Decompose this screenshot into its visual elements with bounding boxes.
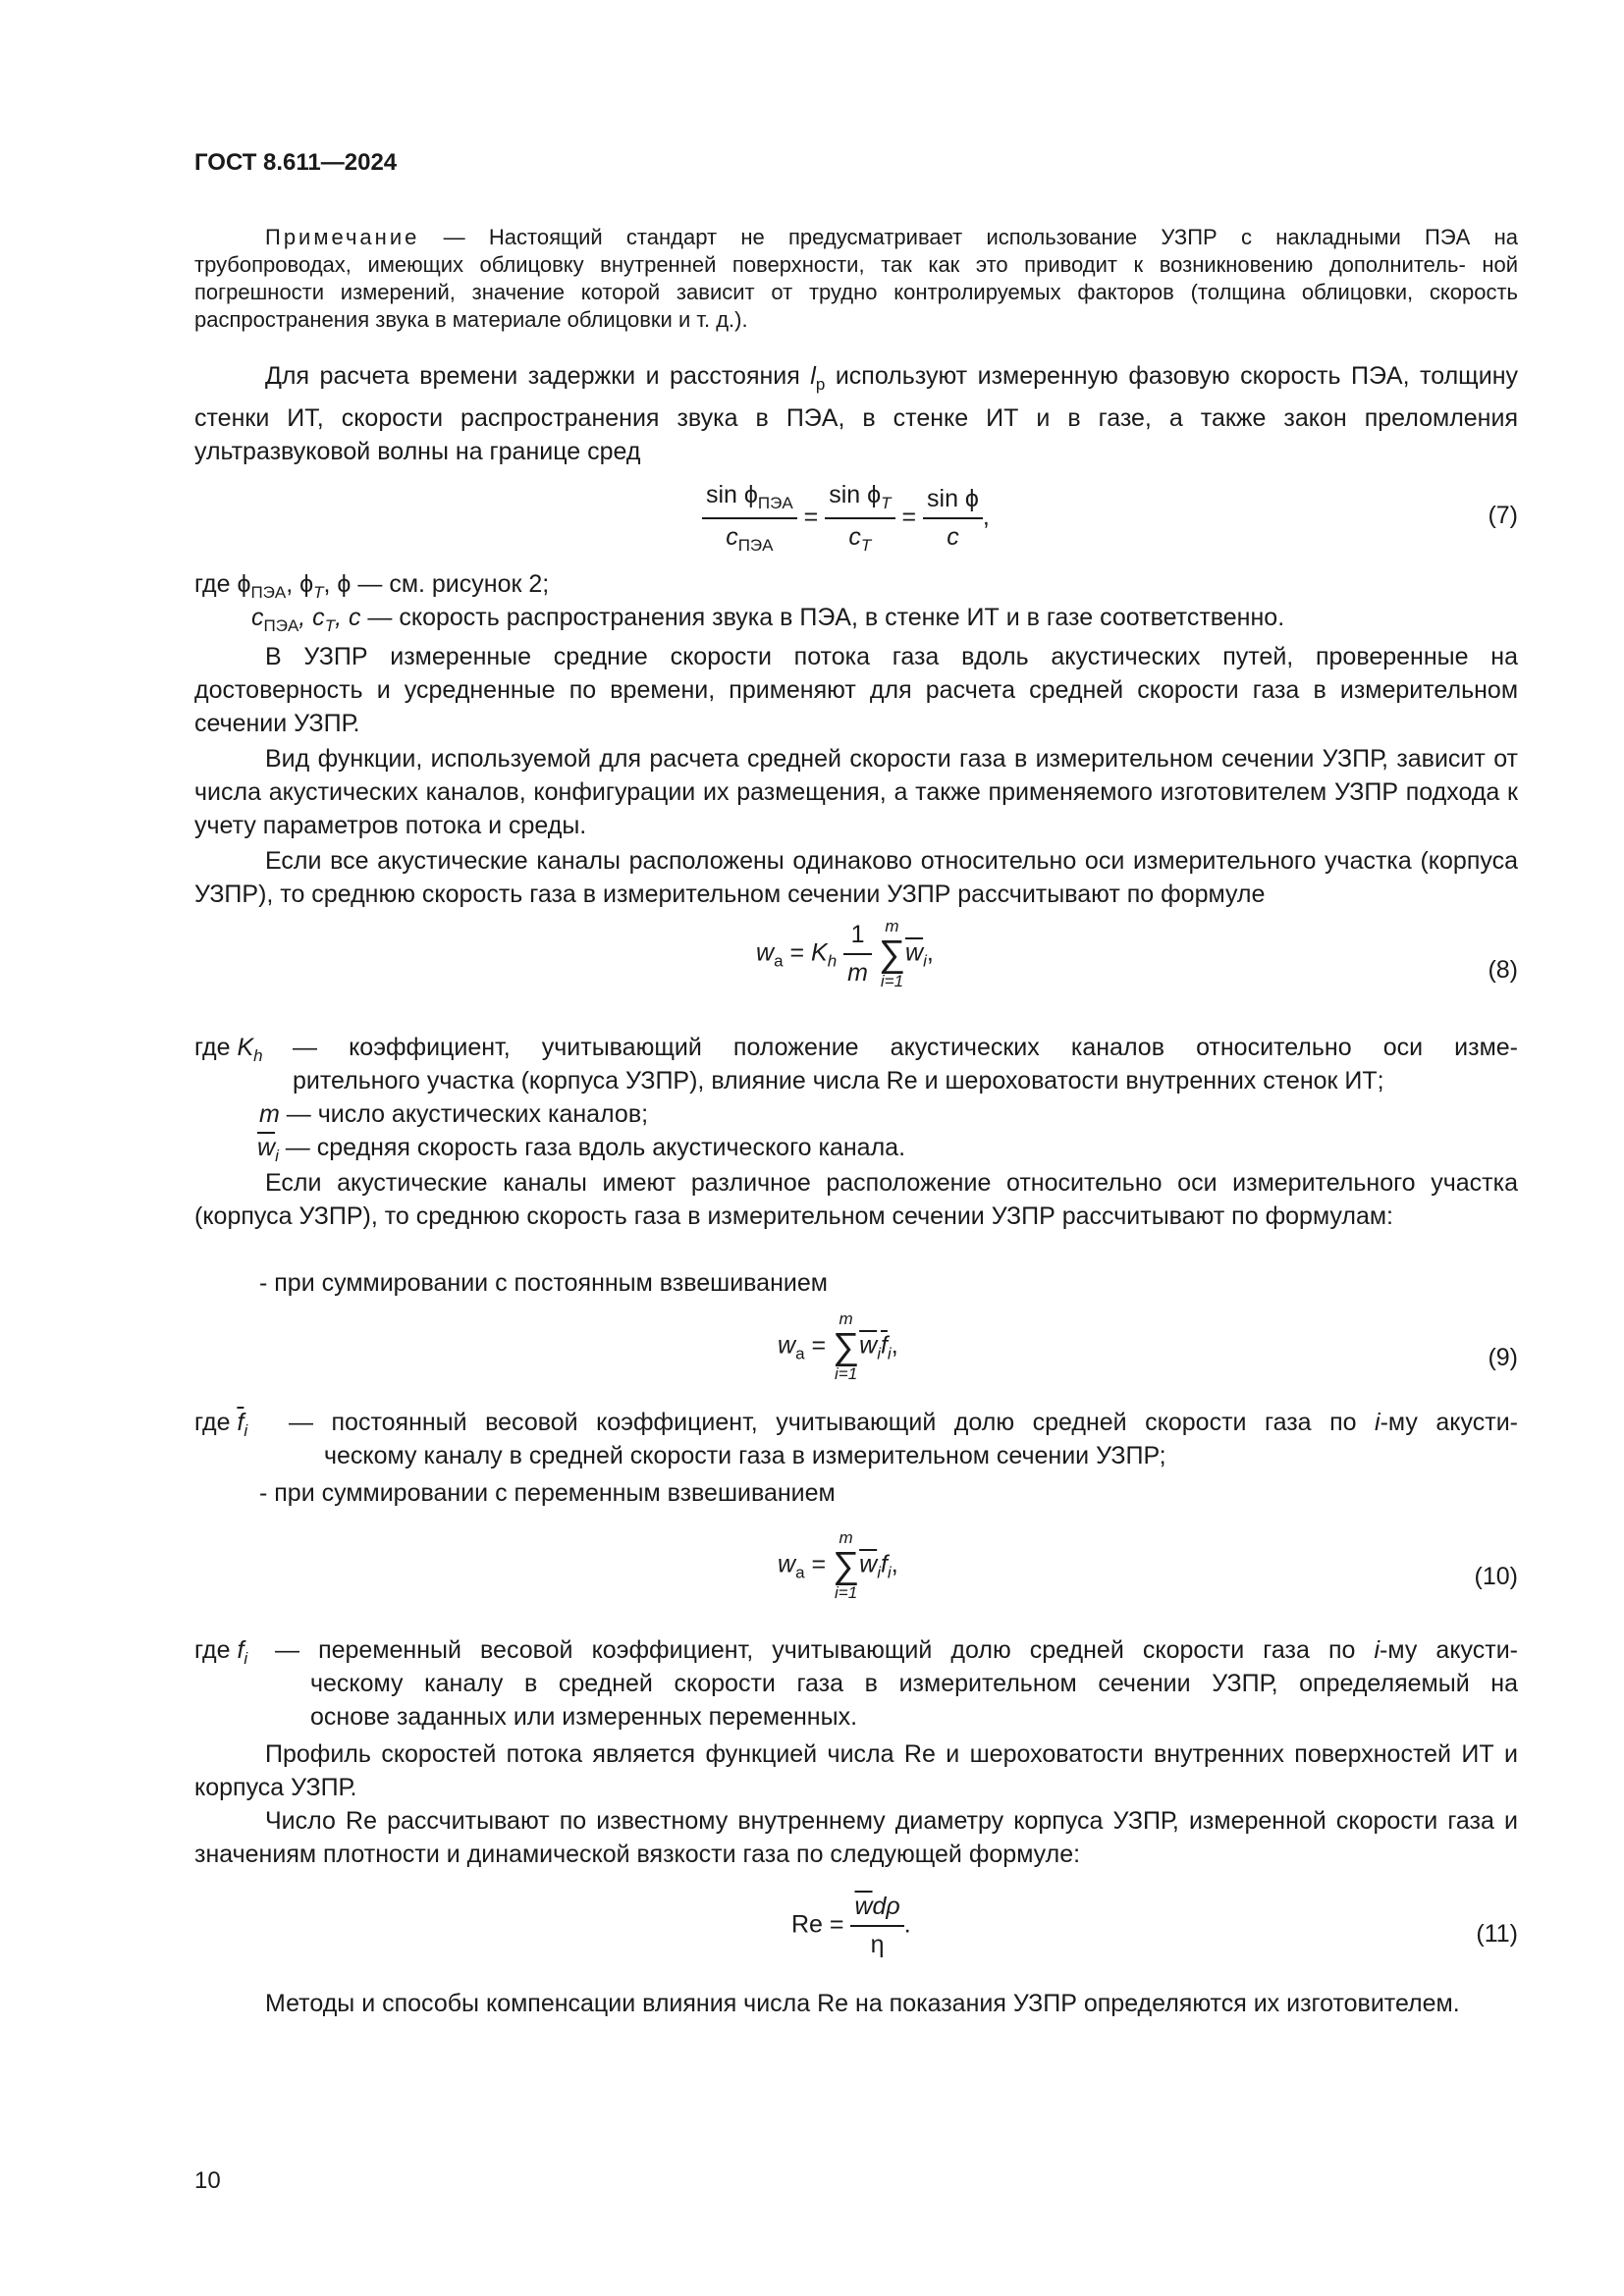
where9-text1: — постоянный весовой коэффициент, учитывающий долю средней скорости газа по i-му акусти-	[289, 1409, 1518, 1436]
list-item-variable-weighting: - при суммировании с переменным взвешиванием	[259, 1479, 836, 1507]
where-eq8-k: где $K_h$ — коэффициент, учитывающий положение акустических каналов относительно оси изме-	[194, 1031, 1518, 1073]
paragraph-equal-channels: Если все акустические каналы расположены одинаково относительно оси измерительного участка (корпуса УЗПР), то среднюю скорость газа в измерительном сечении УЗПР рассчитывают по формуле	[194, 847, 1518, 908]
note-text-line1: — Настоящий стандарт не предусматривает использование УЗПР с накладными ПЭА на	[419, 225, 1518, 249]
where8-k-text1: — коэффициент, учитывающий положение акустических каналов относительно оси изме-	[293, 1034, 1518, 1061]
eq7-fraction-1: $\frac{\sin \phi_{ПЭА}}{c_{ПЭА}}$	[702, 481, 797, 556]
p1-var: l	[810, 362, 816, 390]
paragraph-delay-distance	[194, 359, 1518, 468]
equation-8: $w_a = K_h$ $\frac{1}{m}$ m ∑ i=1 $\overline{w}_i$,	[756, 917, 934, 990]
note-label: Примечание	[265, 225, 420, 249]
where-eq9-f: где $\overline{f}_i$ — постоянный весовой коэффициент, учитывающий долю средней скорости газа по i-му акусти-	[194, 1406, 1518, 1448]
paragraph-re-number: Число Re рассчитывают по известному внутреннему диаметру корпуса УЗПР, измеренной скорости газа и значениям плотности и динамической вязкости газа по следующей формуле:	[194, 1807, 1518, 1868]
paragraph-function-type: Вид функции, используемой для расчета средней скорости газа в измерительном сечении УЗПР, зависит от числа акустических каналов, конфигурации их размещения, а также применяемого изготовителем УЗПР подхода к учету параметров потока и среды.	[194, 745, 1518, 839]
eq9-sum: m ∑ i=1	[833, 1309, 860, 1383]
p1-text-b: используют измеренную фазовую скорость ПЭА, толщину стенки ИТ, скорости распространения звука в ПЭА, в стенке ИТ и в газе, а также закон преломления ультразвуковой волны на границе сред	[194, 362, 1518, 465]
eq7-fraction-2: $\frac{\sin \phi_T}{c_T}$	[825, 481, 894, 556]
p1-sub: р	[815, 375, 826, 394]
paragraph-different-channels: Если акустические каналы имеют различное расположение относительно оси измерительного участка (корпуса УЗПР), то среднюю скорость газа в измерительном сечении УЗПР рассчитывают по формулам:	[194, 1169, 1518, 1230]
eq7-fraction-3: $\frac{\text{sin ϕ}}{c}$	[923, 485, 983, 552]
where-eq7-line2: $c_{ПЭА}$, $c_T$, c — скорость распространения звука в ПЭА, в стенке ИТ и в газе соответственно.	[251, 604, 1285, 635]
where-eq10-cont1: ческому каналу в средней скорости газа в измерительном сечении УЗПР, определяемый на	[310, 1670, 1518, 1697]
equation-7: $\frac{\sin \phi_{ПЭА}}{c_{ПЭА}}$ = $\frac{\sin \phi_T}{c_T}$ = $\frac{\text{sin ϕ}}{c}$ ,	[702, 481, 990, 556]
paragraph-velocity-profile: Профиль скоростей потока является функцией числа Re и шероховатости внутренних поверхностей ИТ и корпуса УЗПР.	[194, 1740, 1518, 1801]
where-eq7-line1: где $\phi_{ПЭА}$, $\phi_T$, ϕ — см. рисунок 2;	[194, 570, 550, 602]
document-header: ГОСТ 8.611—2024	[194, 149, 398, 176]
eq10-sum: m ∑ i=1	[833, 1528, 860, 1602]
equation-11-number: (11)	[1476, 1920, 1518, 1948]
p1-text-a: Для расчета времени задержки и расстояния	[265, 362, 811, 390]
equation-9: $w_a$ = m ∑ i=1 $\overline{w}_i\overline{f}_i$,	[778, 1309, 898, 1383]
eq8-fraction: $\frac{1}{m}$	[843, 921, 872, 988]
note-text-rest: трубопроводах, имеющих облицовку внутренней поверхности, так как это приводит к возникновению дополнитель- ной погрешности измерений, значение которой зависит от трудно контролируемых факторов (толщина облицовки, скорость распространения звука в материале облицовки и т. д.).	[194, 252, 1518, 332]
paragraph-compensation-methods: Методы и способы компенсации влияния числа Re на показания УЗПР определяются их изготовителем.	[265, 1990, 1460, 2017]
note-first-line	[194, 224, 1518, 251]
eq11-fraction: $\frac{\overline{w}d\rho}{\eta}$	[850, 1893, 903, 1959]
equation-10-number: (10)	[1474, 1563, 1518, 1590]
eq8-sum: m ∑ i=1	[878, 917, 906, 990]
where-eq8-m: m — число акустических каналов;	[259, 1100, 649, 1128]
page-number: 10	[194, 2167, 221, 2194]
where10-text1: — переменный весовой коэффициент, учитывающий долю средней скорости газа по i-му акусти-	[275, 1636, 1519, 1664]
equation-7-number: (7)	[1488, 502, 1518, 529]
equation-8-number: (8)	[1488, 956, 1518, 984]
equation-9-number: (9)	[1488, 1344, 1518, 1371]
where-eq8-k-cont: рительного участка (корпуса УЗПР), влияние числа Re и шероховатости внутренних стенок ИТ;	[293, 1067, 1384, 1095]
where-eq10-f: где $f_i$ — переменный весовой коэффициент, учитывающий долю средней скорости газа по i-му акусти-	[194, 1633, 1518, 1676]
list-item-constant-weighting: - при суммировании с постоянным взвешиванием	[259, 1269, 828, 1297]
equation-10: $w_a$ = m ∑ i=1 $\overline{w}_if_i$,	[778, 1528, 898, 1602]
eq7-equals-1: =	[803, 503, 819, 531]
paragraph-measured-velocities: В УЗПР измеренные средние скорости потока газа вдоль акустических путей, проверенные на достоверность и усредненные по времени, применяют для расчета средней скорости газа в измерительном сечении УЗПР.	[194, 643, 1518, 737]
equation-11: Re = $\frac{\overline{w}d\rho}{\eta}$ .	[791, 1893, 911, 1958]
where-eq10-cont2: основе заданных или измеренных переменных.	[310, 1703, 858, 1731]
eq7-equals-2: =	[901, 503, 917, 531]
where-eq8-w: $\overline{w}_i$ — средняя скорость газа вдоль акустического канала.	[257, 1134, 906, 1165]
where-eq9-cont: ческому каналу в средней скорости газа в измерительном сечении УЗПР;	[324, 1442, 1166, 1469]
